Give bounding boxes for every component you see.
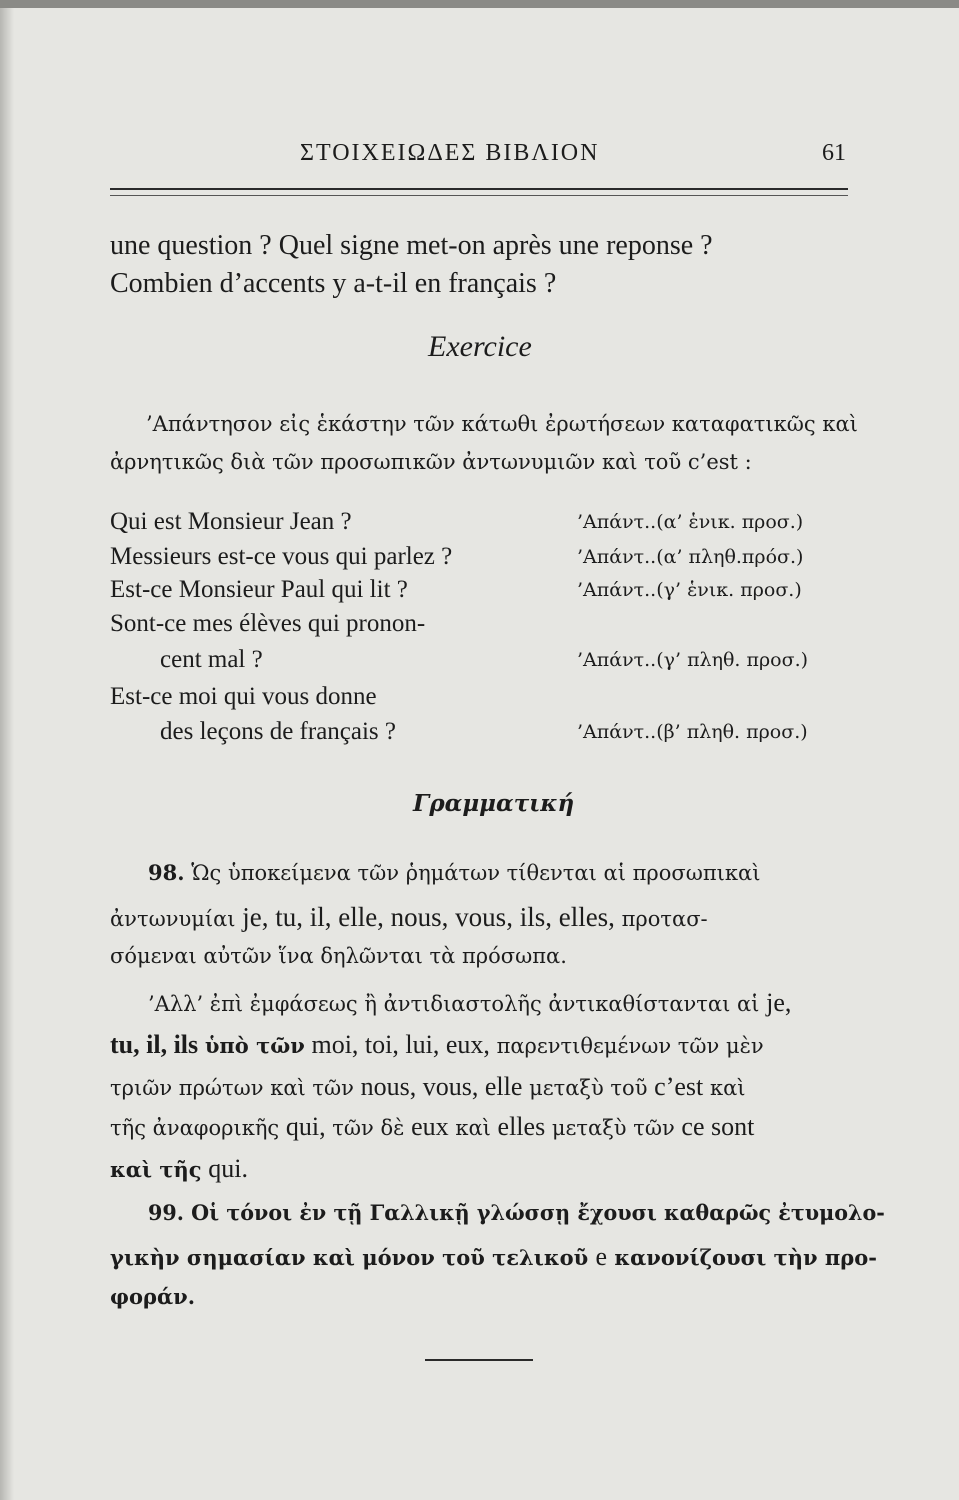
p98-text-6c: μεταξὺ τοῦ xyxy=(529,1076,648,1100)
p98-text-5c: moi, toi, lui, eux, xyxy=(311,1030,490,1059)
page-number: 61 xyxy=(822,140,846,166)
p99-line-2 xyxy=(110,1242,877,1272)
p98-text-6a: τριῶν πρώτων καὶ τῶν xyxy=(110,1076,354,1100)
p99-text-2c: κανονίζουσι τὴν προ- xyxy=(614,1245,877,1270)
p98-line-4 xyxy=(148,988,791,1018)
answer-3: ’Απάντ..(γ’ ἑνικ. προσ.) xyxy=(577,579,802,601)
header-rule-thin xyxy=(110,195,848,196)
exercice-instruction-1: ’Απάντησον εἰς ἑκάστην τῶν κάτωθι ἐρωτήσεων καταφατικῶς καὶ xyxy=(146,412,858,436)
p98-line-6 xyxy=(110,1072,745,1102)
p99-text-1: Οἱ τόνοι ἐν τῇ Γαλλικῇ γλώσσῃ ἔχουσι καθαρῶς ἐτυμολο- xyxy=(191,1200,885,1225)
p98-text-7a: τῆς ἀναφορικῆς xyxy=(110,1116,280,1140)
p98-text-2b: je, tu, il, elle, nous, vous, ils, elles, xyxy=(242,902,615,932)
p98-text-5d: παρεντιθεμένων τῶν μὲν xyxy=(496,1034,764,1058)
question-5-line-2: des leçons de français ? xyxy=(160,718,396,745)
p98-text-7e: καὶ xyxy=(455,1116,491,1140)
p98-line-2 xyxy=(110,902,708,933)
question-4-line-2: cent mal ? xyxy=(160,646,263,673)
p98-text-8a: καὶ τῆς xyxy=(110,1157,202,1182)
p98-text-6d: c’est xyxy=(654,1072,704,1101)
question-3: Est-ce Monsieur Paul qui lit ? xyxy=(110,576,408,603)
p98-text-2c: προτασ- xyxy=(621,907,708,931)
p98-text-6e: καὶ xyxy=(709,1076,746,1100)
p98-text-7g: μεταξὺ τῶν xyxy=(551,1116,675,1140)
p98-line-7 xyxy=(110,1112,754,1142)
p98-text-7b: qui, xyxy=(285,1112,326,1141)
p98-text-7f: elles xyxy=(497,1112,546,1141)
p98-text-7d: eux xyxy=(411,1112,449,1141)
p98-line-5 xyxy=(110,1030,764,1060)
exercice-instruction-2: ἀρνητικῶς διὰ τῶν προσωπικῶν ἀντωνυμιῶν καὶ τοῦ c’est : xyxy=(110,450,752,474)
p98-line-8 xyxy=(110,1154,248,1184)
header-rule xyxy=(110,188,848,190)
answer-4: ’Απάντ..(γ’ πληθ. προσ.) xyxy=(577,649,809,671)
grammar-heading: Γραμματική xyxy=(413,790,575,817)
p98-text-6b: nous, vous, elle xyxy=(360,1072,523,1101)
answer-5: ’Απάντ..(β’ πληθ. προσ.) xyxy=(577,721,808,743)
exercice-heading: Exercice xyxy=(428,330,532,363)
answer-1: ’Απάντ..(α’ ἑνικ. προσ.) xyxy=(577,511,804,533)
question-2: Messieurs est-ce vous qui parlez ? xyxy=(110,543,453,570)
running-title: ΣΤΟΙΧΕΙΩΔΕΣ ΒΙΒΛΙΟΝ xyxy=(300,140,600,166)
intro-line-1: une question ? Quel signe met-on après une reponse ? xyxy=(110,230,713,261)
p98-text-8b: qui. xyxy=(208,1154,248,1183)
intro-line-2: Combien d’accents y a-t-il en français ? xyxy=(110,268,557,299)
p98-text-1: Ὡς ὑποκείμενα τῶν ῥημάτων τίθενται αἱ προσωπικαὶ xyxy=(191,861,761,885)
end-rule xyxy=(425,1359,533,1361)
p98-text-2a: ἀντωνυμίαι xyxy=(110,907,236,931)
p99-line-1 xyxy=(148,1200,885,1225)
question-1: Qui est Monsieur Jean ? xyxy=(110,508,352,535)
p98-number: 98. xyxy=(148,860,185,885)
p98-text-4b: je, xyxy=(766,988,792,1017)
p98-text-5b: ὑπὸ τῶν xyxy=(204,1033,305,1058)
answer-2: ’Απάντ..(α’ πληθ.πρόσ.) xyxy=(577,546,804,568)
p99-text-2a: γικὴν σημασίαν καὶ μόνον τοῦ τελικοῦ xyxy=(110,1245,589,1270)
p98-text-5a: tu, il, ils xyxy=(110,1030,199,1059)
question-5-line-1: Est-ce moi qui vous donne xyxy=(110,683,377,710)
p99-text-2b: e xyxy=(595,1242,608,1271)
p98-line-1 xyxy=(148,860,760,885)
p98-text-7h: ce sont xyxy=(681,1112,755,1141)
p99-line-3: φοράν. xyxy=(110,1284,196,1309)
p98-line-3: σόμεναι αὐτῶν ἵνα δηλῶνται τὰ πρόσωπα. xyxy=(110,944,567,968)
p98-text-7c: τῶν δὲ xyxy=(332,1116,405,1140)
p98-text-4a: ’Αλλ’ ἐπὶ ἐμφάσεως ἢ ἀντιδιαστολῆς ἀντικαθίστανται αἱ xyxy=(148,992,760,1016)
question-4-line-1: Sont-ce mes élèves qui pronon- xyxy=(110,610,426,637)
p99-number: 99. xyxy=(148,1200,184,1225)
